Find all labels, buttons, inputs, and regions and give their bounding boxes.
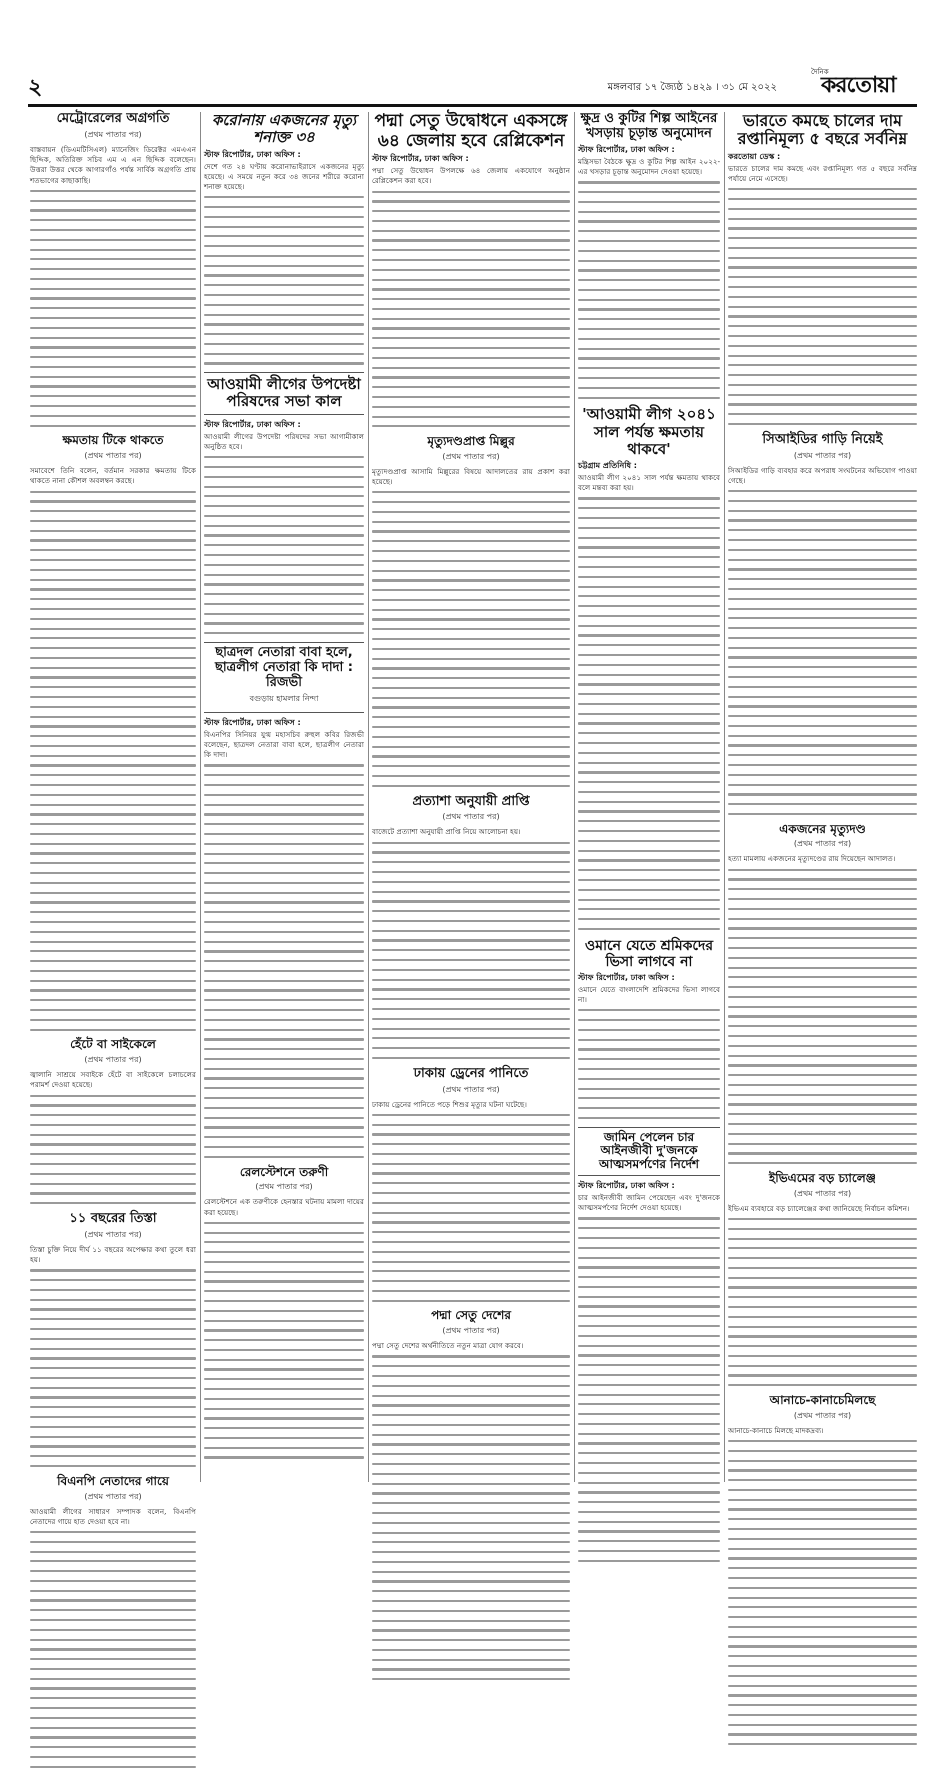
article-body: মন্ত্রিসভা বৈঠকে ক্ষুদ্র ও কুটির শিল্প আইন ২০২২-এর খসড়ার চূড়ান্ত অনুমোদন দেওয়া হয়েছে। xyxy=(578,156,720,177)
headline-bicycle: হেঁটে বা সাইকেলে xyxy=(70,1037,156,1052)
text-lines xyxy=(728,188,917,425)
article-body: বিএনপির সিনিয়র যুগ্ম মহাসচিব রুহুল কবির রিজভী বলেছেন, ছাত্রদল নেতারা বাবা হলে, ছাত্রলীগ নেতারা কি দাদা। xyxy=(204,729,364,760)
continued-label: (প্রথম পাতার পর) xyxy=(793,1410,852,1420)
text-lines xyxy=(204,1222,364,1459)
advisory-council-box xyxy=(204,372,364,415)
text-lines xyxy=(728,490,917,815)
byline: করতোয়া ডেস্ক : xyxy=(728,151,781,161)
headline-rizvi: ছাত্রদল নেতারা বাবা হলে, ছাত্রলীগ নেতারা কি দাদা : রিজভী xyxy=(215,645,353,690)
byline: স্টাফ রিপোর্টার, ঢাকা অফিস : xyxy=(204,149,301,159)
text-lines xyxy=(30,491,196,1031)
text-lines xyxy=(578,1217,720,1562)
byline: স্টাফ রিপোর্টার, ঢাকা অফিস : xyxy=(204,419,301,429)
text-lines xyxy=(204,764,364,1157)
column-3 xyxy=(372,112,570,1482)
headline-everywhere: আনাচে-কানাচেমিলছে xyxy=(769,1393,876,1407)
headline-death-sentence: মৃত্যুদণ্ডপ্রাপ্ত মিল্লুর xyxy=(427,434,515,449)
text-lines xyxy=(578,181,720,398)
headline-al-advisory: আওয়ামী লীগের উপদেষ্টা পরিষদের সভা কাল xyxy=(207,375,361,411)
masthead xyxy=(28,64,917,104)
article-body: চার আইনজীবী জামিন পেয়েছেন এবং দু'জনকে আত্মসমর্পণের নির্দেশ দেওয়া হয়েছে। xyxy=(578,1193,720,1213)
headline-evm-challenge: ইভিএমের বড় চ্যালেঞ্জ xyxy=(769,1170,876,1185)
article-body: হত্যা মামলায় একজনের মৃত্যুদণ্ডের রায় দিয়েছেন আদালত। xyxy=(728,854,896,864)
article-body: পদ্মা সেতু দেশের অর্থনীতিতে নতুন মাত্রা যোগ করবে। xyxy=(372,1341,524,1351)
text-lines xyxy=(372,1355,570,1680)
headline-dhaka-drain: ঢাকায় ড্রেনের পানিতে xyxy=(413,1065,529,1081)
byline: স্টাফ রিপোর্টার, ঢাকা অফিস : xyxy=(204,717,301,727)
text-lines xyxy=(30,1531,196,1768)
continued-label: (প্রথম পাতার পর) xyxy=(84,1491,142,1501)
article-body: পদ্মা সেতু উদ্বোধন উপলক্ষে ৬৪ জেলায় একযোগে অনুষ্ঠান রেপ্লিকেশন করা হবে। xyxy=(372,166,570,186)
text-lines xyxy=(372,191,570,428)
text-lines xyxy=(372,491,570,787)
continued-label: (প্রথম পাতার পর) xyxy=(255,1182,313,1192)
article-body: আওয়ামী লীগ ২০৪১ সাল পর্যন্ত ক্ষমতায় থাকবে বলে মন্তব্য করা হয়। xyxy=(578,473,720,493)
headline-metrorail: মেট্রোরেলের অগ্রগতি xyxy=(56,111,170,126)
headline-cottage-industry: ক্ষুদ্র ও কুটির শিল্প আইনের খসড়ায় চূড়ান্ত অনুমোদন xyxy=(580,111,718,141)
continued-label: (প্রথম পাতার পর) xyxy=(793,1188,852,1198)
logo-small-text: দৈনিক xyxy=(811,68,829,76)
headline-al-2041: 'আওয়ামী লীগ ২০৪১ সাল পর্যন্ত ক্ষমতায় থাকবে' xyxy=(582,405,716,458)
headline-cid-vehicle: সিআইডির গাড়ি নিয়েই xyxy=(762,431,883,447)
continued-label: (প্রথম পাতার পর) xyxy=(442,812,500,822)
article-body: বাস্তবায়ন (ডিএমটিসিএল) ম্যানেজিং ডিরেক্টর এমএএন ছিদ্দিক, অতিরিক্ত সচিব এম এ এন ছিদ্দিক বলেছেন। উত্তরা উত্তর থেকে আগারগাঁও পর্যন্ত সার্বিক অগ্রগতি প্রায় শতভাগের কাছাকাছি। xyxy=(30,144,196,185)
headline-bnp: বিএনপি নেতাদের গায়ে xyxy=(57,1473,169,1488)
byline: স্টাফ রিপোর্টার, ঢাকা অফিস : xyxy=(578,972,675,982)
headline-india-rice: ভারতে কমছে চালের দাম রপ্তানিমূল্য ৫ বছরে সর্বনিম্ন xyxy=(737,111,908,149)
headline-one-death-sentence: একজনের মৃত্যুদণ্ড xyxy=(779,821,866,836)
article-body: দেশে গত ২৪ ঘণ্টায় করোনাভাইরাসে একজনের মৃত্যু হয়েছে। এ সময়ে নতুন করে ৩৪ জনের শরীরে করোনা শনাক্ত হয়েছে। xyxy=(204,161,364,191)
article-body: মৃত্যুদণ্ডপ্রাপ্ত আসামি মিল্লুরের বিষয়ে আদালতের রায় প্রকাশ করা হয়েছে। xyxy=(372,466,570,487)
page-number: ২ xyxy=(28,75,43,100)
headline-padma-replication: পদ্মা সেতু উদ্বোধনে একসঙ্গে ৬৪ জেলায় হবে রেপ্লিকেশন xyxy=(374,111,568,151)
byline: চট্টগ্রাম প্রতিনিধি : xyxy=(578,461,637,471)
byline: স্টাফ রিপোর্টার, ঢাকা অফিস : xyxy=(372,154,469,164)
article-body: আওয়ামী লীগের সাধারণ সম্পাদক বলেন, বিএনপি নেতাদের গায়ে হাত দেওয়া হবে না। xyxy=(30,1506,196,1526)
text-lines xyxy=(728,1440,917,1745)
column-4 xyxy=(578,112,720,1482)
article-body: তিস্তা চুক্তি নিয়ে দীর্ঘ ১১ বছরের অপেক্ষার কথা তুলে ধরা হয়। xyxy=(30,1244,196,1265)
continued-label: (প্রথম পাতার পর) xyxy=(84,1229,142,1239)
continued-label: (প্রথম পাতার পর) xyxy=(84,129,142,139)
byline: স্টাফ রিপোর্টার, ঢাকা অফিস : xyxy=(578,144,675,154)
article-body: ইভিএম ব্যবহারে বড় চ্যালেঞ্জের কথা জানিয়েছে নির্বাচন কমিশন। xyxy=(728,1203,910,1213)
lawyers-box xyxy=(578,1127,720,1176)
article-body: জ্বালানি সাশ্রয়ে সবাইকে হেঁটে বা সাইকেলে চলাচলের পরামর্শ দেওয়া হয়েছে। xyxy=(30,1070,196,1090)
article-body: ওমানে যেতে বাংলাদেশি শ্রমিকদের ভিসা লাগবে না। xyxy=(578,984,720,1005)
article-body: সিআইডির গাড়ি ব্যবহার করে অপরাধ সংঘটনের অভিযোগ পাওয়া গেছে। xyxy=(728,465,917,485)
newspaper-logo xyxy=(807,64,917,100)
article-body: ভারতে চালের দাম কমছে এবং রপ্তানিমূল্য গত ৫ বছরে সর্বনিম্ন পর্যায়ে নেমে এসেছে। xyxy=(728,163,917,183)
article-body: ঢাকায় ড্রেনের পানিতে পড়ে শিশুর মৃত্যুর ঘটনা ঘটেছে। xyxy=(372,1099,527,1109)
headline-teesta: ১১ বছরের তিস্তা xyxy=(69,1210,157,1226)
headline-padma-country: পদ্মা সেতু দেশের xyxy=(431,1308,511,1323)
headline-oman-visa: ওমানে যেতে শ্রমিকদের ভিসা লাগবে না xyxy=(584,937,714,970)
sub-headline: বগুড়ায় হামলার নিন্দা xyxy=(249,693,319,703)
logo-text: করতোয়া xyxy=(821,73,896,98)
continued-label: (প্রথম পাতার পর) xyxy=(84,451,142,461)
continued-label: (প্রথম পাতার পর) xyxy=(84,1055,142,1065)
text-lines xyxy=(728,1218,917,1386)
text-lines xyxy=(204,196,364,364)
headline-lawyers-bail: জামিন পেলেন চার আইনজীবী দু'জনকে আত্মসমর্পণের নির্দেশ xyxy=(599,1129,699,1172)
column-1 xyxy=(30,111,196,1526)
text-lines xyxy=(30,1269,196,1467)
article-body: রেলস্টেশনে এক তরুণীকে হেনস্তার ঘটনায় মামলা দায়ের করা হয়েছে। xyxy=(204,1197,364,1217)
headline-power: ক্ষমতায় টিকে থাকতে xyxy=(62,433,164,448)
headline-corona: করোনায় একজনের মৃত্যু শনাক্ত ৩৪ xyxy=(211,111,357,147)
column-2 xyxy=(204,112,364,1482)
issue-date: মঙ্গলবার ১৭ জ্যৈষ্ঠ ১৪২৯ । ৩১ মে ২০২২ xyxy=(607,82,777,93)
column-5 xyxy=(728,112,917,1482)
text-lines xyxy=(372,842,570,1059)
text-lines xyxy=(728,869,917,1165)
article-body: বাজেটে প্রত্যাশা অনুযায়ী প্রাপ্তি নিয়ে আলোচনা হয়। xyxy=(372,827,521,837)
text-lines xyxy=(30,1095,196,1205)
text-lines xyxy=(578,497,720,930)
continued-label: (প্রথম পাতার পর) xyxy=(793,839,852,849)
masthead-rule xyxy=(28,104,917,107)
text-lines xyxy=(30,190,196,427)
continued-label: (প্রথম পাতার পর) xyxy=(442,1326,500,1336)
article-body: আওয়ামী লীগের উপদেষ্টা পরিষদের সভা আগামীকাল অনুষ্ঠিত হবে। xyxy=(204,431,364,451)
headline-expectation: প্রত্যাশা অনুযায়ী প্রাপ্তি xyxy=(412,793,530,809)
column-divider xyxy=(574,112,575,1482)
article-body: সমাবেশে তিনি বলেন, বর্তমান সরকার ক্ষমতায় টিকে থাকতে নানা কৌশল অবলম্বন করছে। xyxy=(30,466,196,486)
rizvi-box xyxy=(204,642,364,713)
continued-label: (প্রথম পাতার পর) xyxy=(793,450,852,460)
column-divider xyxy=(200,112,201,1482)
headline-railstation: রেলস্টেশনে তরুণী xyxy=(239,1164,329,1179)
column-divider xyxy=(368,112,369,1482)
text-lines xyxy=(204,456,364,634)
continued-label: (প্রথম পাতার পর) xyxy=(442,1084,500,1094)
continued-label: (প্রথম পাতার পর) xyxy=(442,451,500,461)
text-lines xyxy=(372,1114,570,1302)
byline: স্টাফ রিপোর্টার, ঢাকা অফিস : xyxy=(578,1181,675,1191)
article-body: আনাচে-কানাচে মিলছে মাদকদ্রব্য। xyxy=(728,1425,824,1435)
column-divider xyxy=(724,112,725,1482)
text-lines xyxy=(578,1009,720,1119)
